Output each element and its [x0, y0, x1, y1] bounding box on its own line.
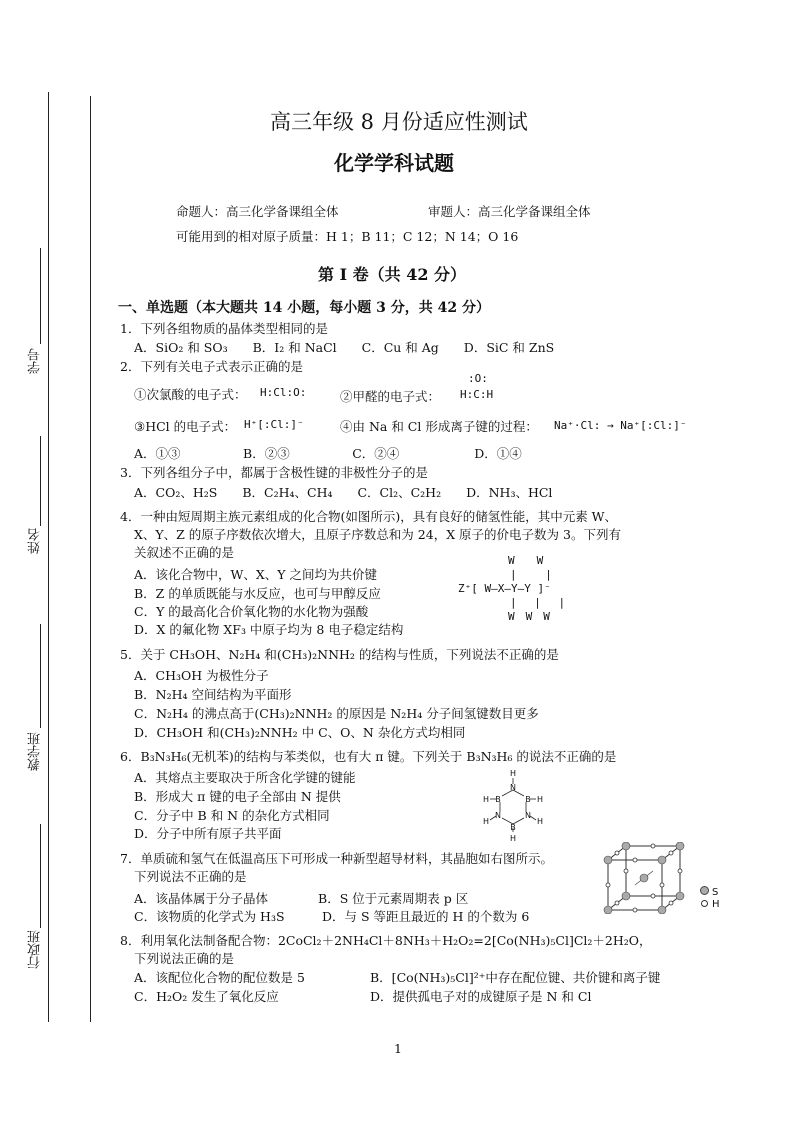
q2-formula-hcho-top: :O: — [468, 372, 488, 385]
q4-stem-line3: 关叙述不正确的是 — [134, 545, 235, 560]
legend-h — [700, 899, 720, 911]
q4-option-c: C．Y 的最高化合价氧化物的水化物为强酸 — [134, 604, 369, 619]
q3-stem: 3．下列各组分子中，都属于含极性键的非极性分子的是 — [120, 465, 428, 480]
q2-item4: ④由 Na 和 Cl 形成离子键的过程： — [340, 419, 538, 434]
q1-options: A．SiO₂ 和 SO₃ B．I₂ 和 NaCl C．Cu 和 Ag D．SiC 和 ZnS — [134, 340, 555, 355]
q7-stem-line1: 7．单质硫和氢气在低温高压下可形成一种新型超导材料，其晶胞如右图所示。 — [120, 851, 553, 866]
atom-h-bottom-left: H — [482, 817, 490, 826]
q4-structure-row3: Z⁺[ W—X—Y—Y ]⁻ — [458, 582, 551, 595]
q5-option-a: A．CH₃OH 为极性分子 — [134, 668, 269, 683]
atom-h-top: H — [509, 769, 517, 778]
atom-h-right: H — [536, 795, 544, 804]
atom-n-left: N — [495, 811, 501, 820]
q4-option-d: D．X 的氟化物 XF₃ 中原子均为 8 电子稳定结构 — [134, 622, 404, 637]
atom-n-right: N — [525, 811, 531, 820]
q6-option-d: D．分子中所有原子共平面 — [134, 826, 282, 841]
q6-stem: 6．B₃N₃H₆(无机苯)的结构与苯类似，也有大 π 键。下列关于 B₃N₃H₆ 的说法不正确的是 — [120, 749, 617, 764]
q5-stem: 5．关于 CH₃OH、N₂H₄ 和(CH₃)₂NNH₂ 的结构与性质，下列说法不正确的是 — [120, 647, 559, 662]
atom-h-bottom: H — [509, 834, 517, 842]
margin-line-right — [90, 96, 91, 1022]
section-title: 第 I 卷（共 42 分） — [318, 265, 467, 284]
student-id-blank[interactable] — [40, 248, 41, 344]
legend-s-swatch — [700, 886, 709, 895]
legend-s-label: S — [712, 887, 719, 898]
legend-s — [700, 886, 720, 899]
q7-stem-line2: 下列说法不正确的是 — [134, 869, 247, 884]
legend-h-label: H — [712, 899, 720, 910]
q2-formula-hclo: H:Cl:O: — [260, 386, 307, 399]
atom-n-top: N — [510, 783, 516, 792]
exam-title: 高三年级 8 月份适应性测试 — [270, 110, 528, 134]
atomic-masses: 可能用到的相对原子质量：H 1；B 11；C 12；N 14；O 16 — [176, 229, 519, 244]
q4-structure-row2: | | — [510, 568, 552, 581]
q4-structure-row1: W W — [508, 554, 544, 567]
crystal-legend — [700, 886, 720, 911]
q2-formula-nacl: Na⁺·Cl: → Na⁺[:Cl:]⁻ — [554, 419, 687, 432]
q2-options: A．①③ B．②③ C．②④ D．①④ — [134, 446, 522, 461]
atom-h-left: H — [482, 795, 490, 804]
margin-line-left — [48, 92, 49, 1022]
subject-title: 化学学科试题 — [334, 151, 454, 175]
q2-item2: ②甲醛的电子式： — [340, 389, 441, 404]
atom-h-bottom-right: H — [536, 817, 544, 826]
q8-option-a: A．该配位化合物的配位数是 5 — [134, 970, 305, 985]
crystal-cell — [602, 842, 688, 914]
q2-item1: ①次氯酸的电子式： — [134, 387, 247, 402]
teaching-class-blank[interactable] — [40, 624, 41, 728]
page-number: 1 — [394, 1041, 402, 1056]
q7-options-ab: A．该晶体属于分子晶体 B．S 位于元素周期表 p 区 — [134, 891, 469, 906]
admin-class-label: 行政班 — [28, 930, 43, 969]
name-label: 姓名 — [28, 528, 43, 554]
q5-option-d: D．CH₃OH 和(CH₃)₂NNH₂ 中 C、O、N 杂化方式均相同 — [134, 725, 466, 740]
admin-class-blank[interactable] — [40, 824, 41, 928]
q6-option-b: B．形成大 π 键的电子全部由 N 提供 — [134, 789, 341, 804]
q8-stem-line1: 8．利用氧化法制备配合物：2CoCl₂＋2NH₄Cl＋8NH₃＋H₂O₂=2[Co(NH₃)₅Cl]Cl₂＋2H₂O， — [120, 933, 652, 948]
q3-options: A．CO₂、H₂S B．C₂H₄、CH₄ C．Cl₂、C₂H₂ D．NH₃、HCl — [134, 485, 553, 500]
reviewer: 审题人：高三化学备课组全体 — [428, 204, 591, 219]
q5-option-b: B．N₂H₄ 空间结构为平面形 — [134, 687, 292, 702]
q5-option-c: C．N₂H₄ 的沸点高于(CH₃)₂NNH₂ 的原因是 N₂H₄ 分子间氢键数目更多 — [134, 706, 539, 721]
q4-option-a: A．该化合物中，W、X、Y 之间均为共价键 — [134, 567, 377, 582]
q8-stem-line2: 下列说法正确的是 — [134, 951, 235, 966]
q1-stem: 1．下列各组物质的晶体类型相同的是 — [120, 321, 328, 336]
student-id-label: 学号 — [28, 348, 43, 374]
teaching-class-label: 教学班 — [28, 732, 43, 771]
atom-b-left: B — [495, 795, 501, 804]
q2-formula-hcl: H⁺[:Cl:]⁻ — [244, 418, 304, 431]
legend-h-swatch — [701, 900, 708, 907]
q4-option-b: B．Z 的单质既能与水反应，也可与甲醇反应 — [134, 586, 381, 601]
q4-structure-row5: W W W — [508, 610, 550, 623]
q7-options-cd: C．该物质的化学式为 H₃S D．与 S 等距且最近的 H 的个数为 6 — [134, 909, 530, 924]
q2-stem: 2．下列有关电子式表示正确的是 — [120, 359, 303, 374]
q4-structure — [458, 554, 565, 624]
q2-item3: ③HCl 的电子式： — [134, 419, 237, 434]
name-blank[interactable] — [40, 436, 41, 526]
q8-option-c: C．H₂O₂ 发生了氧化反应 — [134, 989, 279, 1004]
q8-option-d: D．提供孤电子对的成键原子是 N 和 Cl — [370, 989, 592, 1004]
q8-option-b: B．[Co(NH₃)₅Cl]²⁺中存在配位键、共价键和离子键 — [370, 970, 661, 985]
setter: 命题人：高三化学备课组全体 — [176, 204, 339, 219]
q4-structure-row4: | | | — [510, 596, 566, 609]
q6-option-c: C．分子中 B 和 N 的杂化方式相同 — [134, 808, 330, 823]
q2-formula-hcho: H:C:H — [460, 388, 494, 401]
atom-b-right: B — [525, 795, 531, 804]
q6-option-a: A．其熔点主要取决于所含化学键的键能 — [134, 770, 356, 785]
atom-b-bottom: B — [510, 823, 516, 832]
part-title: 一、单选题（本大题共 14 小题，每小题 3 分，共 42 分） — [118, 300, 490, 316]
q4-stem-line1: 4．一种由短周期主族元素组成的化合物(如图所示)，具有良好的储氢性能，其中元素 W、 — [120, 509, 618, 524]
borazine-structure — [478, 766, 548, 842]
q4-stem-line2: X、Y、Z 的原子序数依次增大，且原子序数总和为 24，X 原子的价电子数为 3。下列有 — [134, 527, 621, 542]
